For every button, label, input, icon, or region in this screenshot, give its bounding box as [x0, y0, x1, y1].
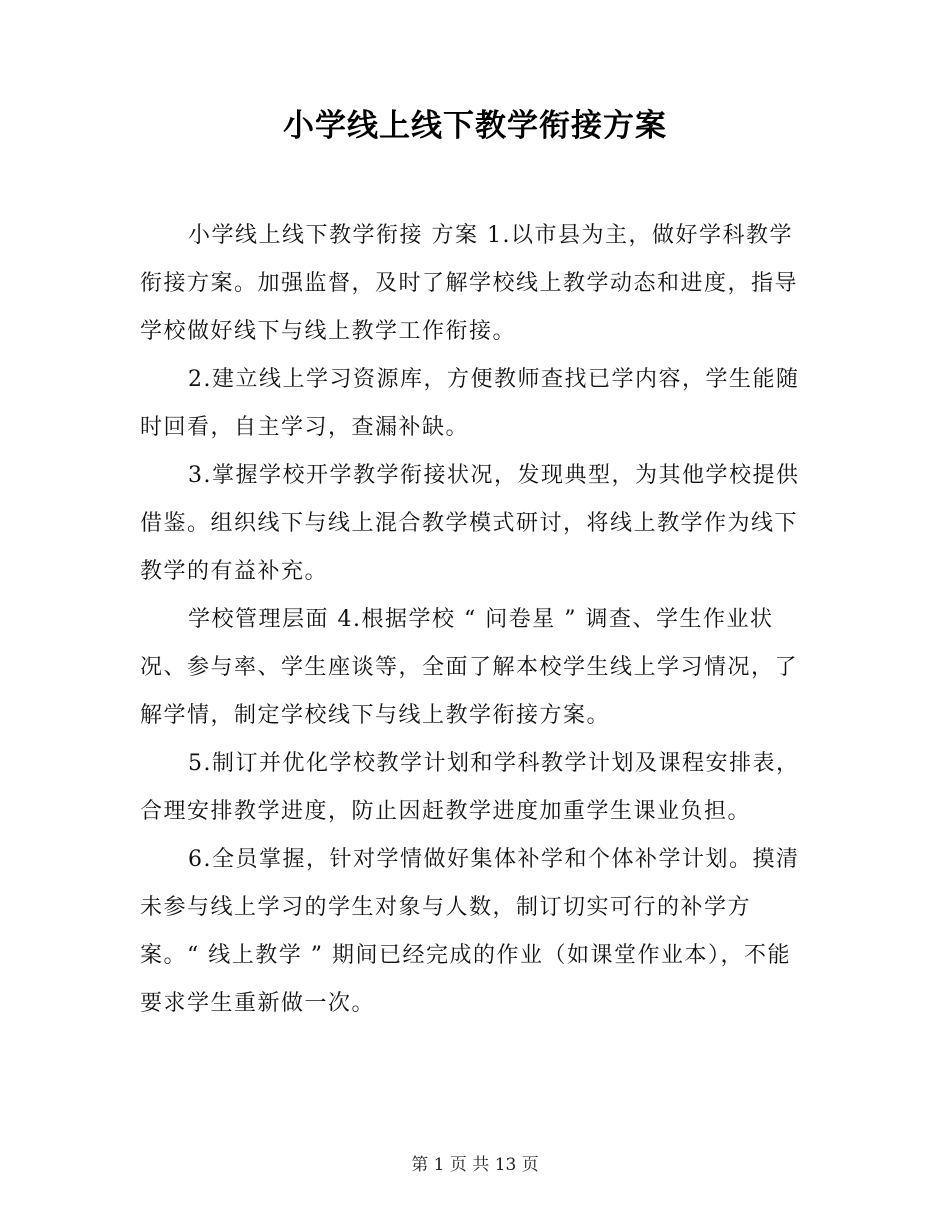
paragraph: 2.建立线上学习资源库，方便教师查找已学内容，学生能随时回看，自主学习，查漏补缺。 — [140, 367, 800, 440]
paragraph: 小学线上线下教学衔接 方案 1.以市县为主，做好学科教学衔接方案。加强监督，及时了解学校线上教学动态和进度，指导学校做好线下与线上教学工作衔接。 — [140, 223, 799, 344]
page-number-footer: 第 1 页 共 13 页 — [411, 1155, 539, 1175]
paragraph: 学校管理层面 4.根据学校 “ 问卷星 ” 调查、学生作业状况、参与率、学生座谈等，全面了解本校学生线上学习情况，了解学情，制定学校线下与线上教学衔接方案。 — [140, 607, 799, 728]
paragraph: 6.全员掌握，针对学情做好集体补学和个体补学计划。摸清未参与线上学习的学生对象与人数，制订切实可行的补学方案。“ 线上教学 ” 期间已经完成的作业（如课堂作业本），不能要求学生重新做一次。 — [140, 847, 800, 1016]
paragraph: 5.制订并优化学校教学计划和学科教学计划及课程安排表，合理安排教学进度，防止因赶教学进度加重学生课业负担。 — [140, 751, 800, 824]
document-title: 小学线上线下教学衔接方案 — [283, 108, 667, 144]
paragraph: 3.掌握学校开学教学衔接状况，发现典型，为其他学校提供借鉴。组织线下与线上混合教学模式研讨，将线上教学作为线下教学的有益补充。 — [140, 463, 800, 584]
document-body — [140, 212, 810, 1028]
